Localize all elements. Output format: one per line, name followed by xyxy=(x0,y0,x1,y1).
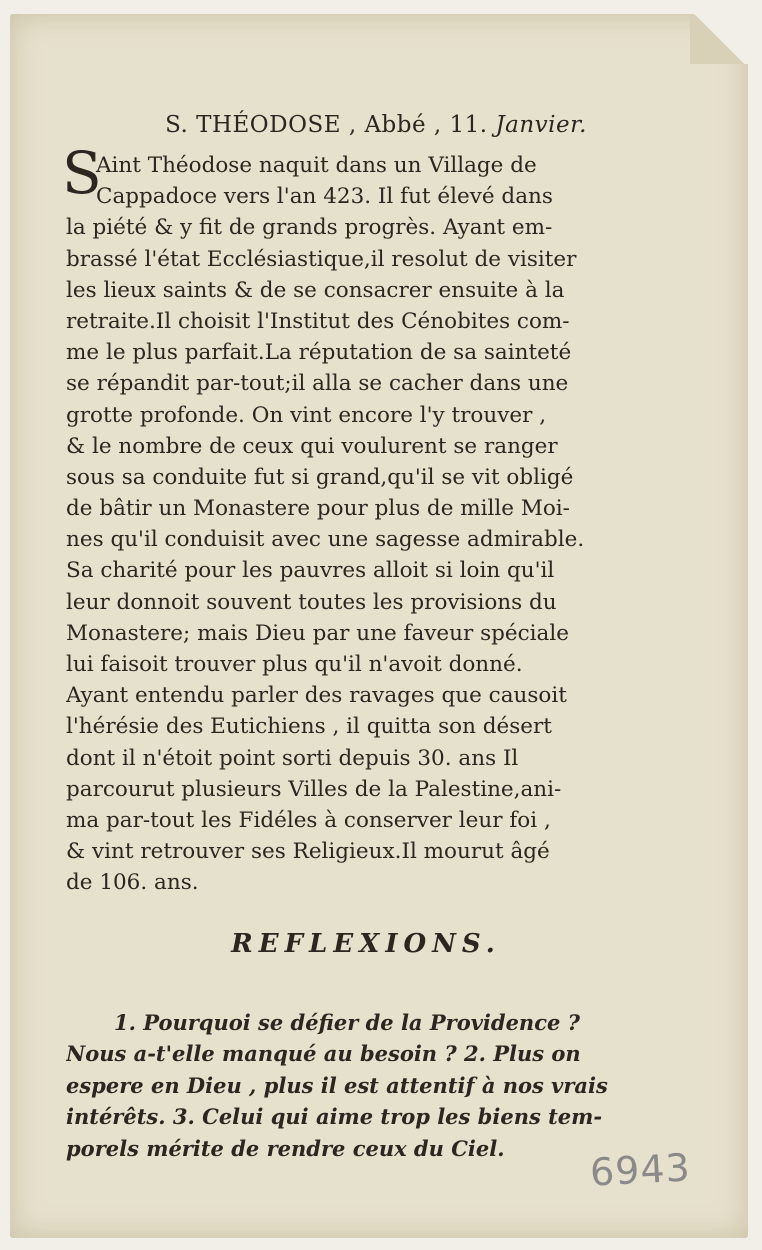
text-line: nes qu'il conduisit avec une sagesse admirable. xyxy=(66,527,585,553)
reflexion-line: espere en Dieu , plus il est attentif à nos vrais xyxy=(66,1072,608,1098)
text-line: lui faisoit trouver plus qu'il n'avoit donné. xyxy=(66,652,523,677)
handwritten-number: 6943 xyxy=(588,1145,692,1195)
text-line: dont il n'étoit point sorti depuis 30. ans Il xyxy=(66,745,519,771)
text-line: & vint retrouver ses Religieux.Il mourut âgé xyxy=(66,839,550,865)
reflexion-line: intérêts. 3. Celui qui aime trop les biens tem- xyxy=(66,1104,603,1129)
title-date: Janvier. xyxy=(495,112,587,138)
text-line: les lieux saints & de se consacrer ensuite à la xyxy=(66,277,565,303)
text-line: l'hérésie des Eutichiens , il quitta son désert xyxy=(66,714,552,740)
text-line: retraite.Il choisit l'Institut des Cénobites com- xyxy=(66,308,570,334)
text-line: se répandit par-tout;il alla se cacher dans une xyxy=(66,371,569,397)
reflexions-heading: REFLEXIONS. xyxy=(231,928,501,959)
text-line: parcourut plusieurs Villes de la Palestine,ani- xyxy=(66,776,562,802)
folded-corner xyxy=(690,14,748,64)
text-line: ma par-tout les Fidéles à conserver leur foi , xyxy=(66,807,551,833)
drop-cap: S xyxy=(62,139,102,207)
reflexions-text xyxy=(66,1007,666,1165)
text-line: grotte profonde. On vint encore l'y trouver , xyxy=(66,402,547,428)
page-content xyxy=(62,112,666,1164)
reflexion-line: 1. Pourquoi se défier de la Providence ? xyxy=(114,1009,580,1035)
text-line: Ayant entendu parler des ravages que causoit xyxy=(66,683,567,709)
text-line: Aint Théodose naquit dans un Village de xyxy=(96,153,537,178)
text-line: me le plus parfait.La réputation de sa sainteté xyxy=(66,340,572,366)
text-line: Cappadoce vers l'an 423. Il fut élevé dans xyxy=(96,184,553,210)
text-line: la piété & y fit de grands progrès. Ayant em- xyxy=(66,215,553,241)
text-line: de 106. ans. xyxy=(66,870,199,896)
text-line: Sa charité pour les pauvres alloit si loin qu'il xyxy=(66,558,555,584)
reflexion-line: Nous a-t'elle manqué au besoin ? 2. Plus on xyxy=(66,1041,581,1066)
title-text: S. THÉODOSE , Abbé , 11. xyxy=(165,112,488,138)
text-line: Monastere; mais Dieu par une faveur spéciale xyxy=(66,620,569,646)
text-line: sous sa conduite fut si grand,qu'il se vit obligé xyxy=(66,464,574,490)
text-line: brassé l'état Ecclésiastique,il resolut de visiter xyxy=(66,246,577,272)
text-line: leur donnoit souvent toutes les provisions du xyxy=(66,589,557,615)
text-line: de bâtir un Monastere pour plus de mille Moi- xyxy=(66,496,570,522)
body-text xyxy=(62,139,666,899)
page-title xyxy=(86,112,666,142)
text-line: & le nombre de ceux qui voulurent se ranger xyxy=(66,433,558,459)
reflexion-line: porels mérite de rendre ceux du Ciel. xyxy=(66,1135,505,1161)
